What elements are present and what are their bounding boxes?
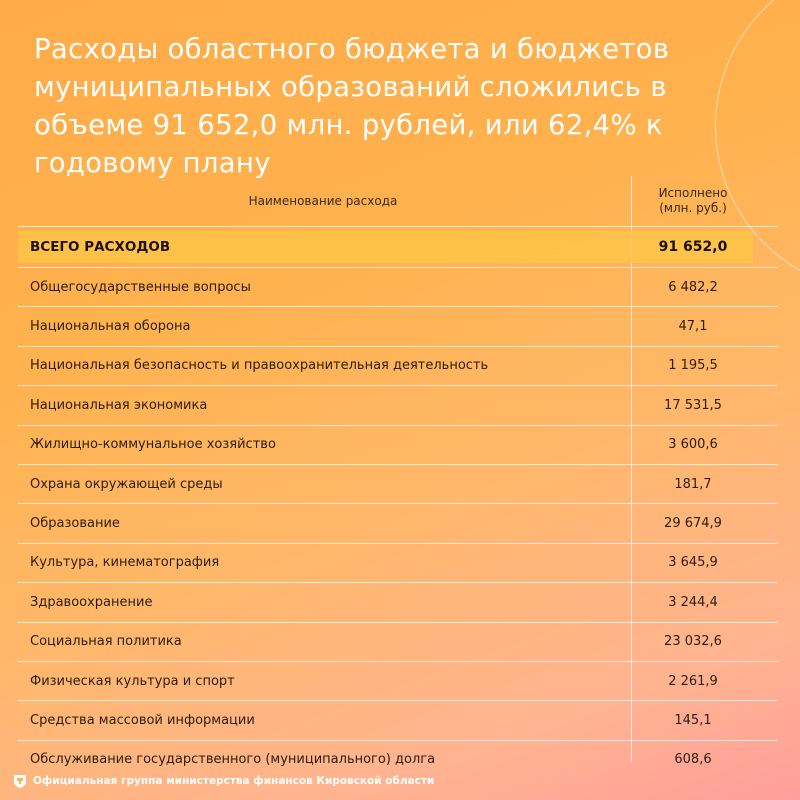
table-row <box>18 583 778 622</box>
table-row <box>18 426 778 465</box>
row-value: 6 482,2 <box>668 279 718 295</box>
row-name: Культура, кинематография <box>30 555 220 571</box>
table-header <box>18 176 778 227</box>
row-value: 3 244,4 <box>668 594 718 610</box>
footer <box>12 773 434 789</box>
row-value: 608,6 <box>674 752 712 768</box>
row-name: Средства массовой информации <box>30 712 255 728</box>
header-value <box>628 186 758 216</box>
table-row <box>18 701 778 740</box>
row-name: Физическая культура и спорт <box>30 673 235 689</box>
table-row-total <box>18 227 778 268</box>
row-value: 47,1 <box>678 319 708 335</box>
row-name: Охрана окружающей среды <box>30 476 223 492</box>
table-row <box>18 662 778 701</box>
header-value-line1: Исполнено <box>658 186 728 200</box>
row-value: 1 195,5 <box>668 358 718 374</box>
row-value: 3 600,6 <box>668 437 718 453</box>
table-row <box>18 623 778 662</box>
total-value: 91 652,0 <box>658 239 728 255</box>
row-name: Обслуживание государственного (муниципального) долга <box>30 752 436 768</box>
table-row <box>18 268 778 307</box>
row-name: Национальная безопасность и правоохранительная деятельность <box>30 358 489 374</box>
row-value: 145,1 <box>674 712 712 728</box>
row-value: 29 674,9 <box>664 516 722 532</box>
table-row <box>18 386 778 425</box>
expenses-table <box>18 176 778 779</box>
row-name: Социальная политика <box>30 634 182 650</box>
row-name: Национальная оборона <box>30 319 191 335</box>
table-row <box>18 504 778 543</box>
row-name: Образование <box>30 516 120 532</box>
row-value: 2 261,9 <box>668 673 718 689</box>
row-value: 17 531,5 <box>664 397 722 413</box>
coat-of-arms-icon <box>12 773 28 789</box>
row-value: 3 645,9 <box>668 555 718 571</box>
table-row <box>18 544 778 583</box>
row-name: Национальная экономика <box>30 397 208 413</box>
table-row <box>18 347 778 386</box>
footer-text: Официальная группа министерства финансов Кировской области <box>33 775 435 787</box>
table-row <box>18 465 778 504</box>
table-row <box>18 307 778 346</box>
header-value-line2: (млн. руб.) <box>659 201 727 215</box>
row-name: Общегосударственные вопросы <box>30 279 251 295</box>
row-name: Здравоохранение <box>30 594 153 610</box>
row-value: 181,7 <box>674 476 712 492</box>
page-title: Расходы областного бюджета и бюджетов муниципальных образований сложились в объеме 91 652,0 млн. рублей, или 62,4% к годовому плану <box>34 33 670 179</box>
row-value: 23 032,6 <box>664 634 722 650</box>
header-name: Наименование расхода <box>248 194 398 208</box>
total-label: ВСЕГО РАСХОДОВ <box>30 239 171 255</box>
row-name: Жилищно-коммунальное хозяйство <box>30 437 276 453</box>
